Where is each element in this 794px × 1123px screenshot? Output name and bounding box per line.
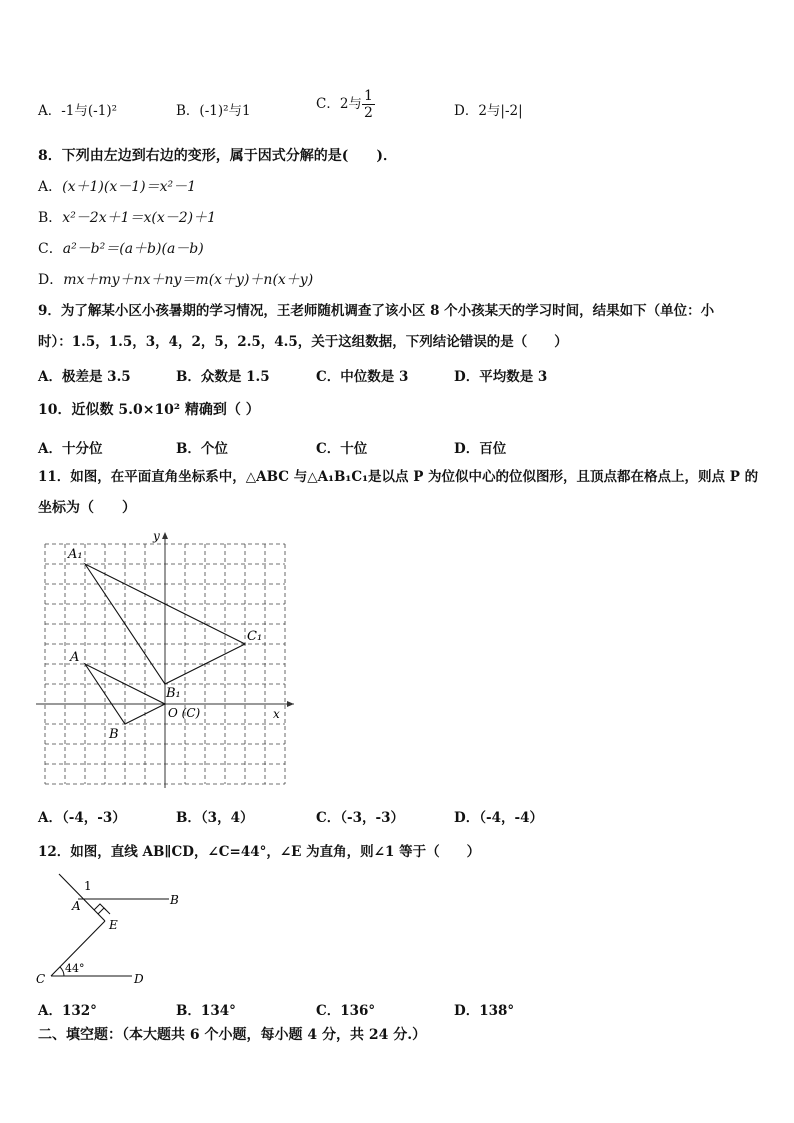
q11-coordinate-figure [36,526,306,790]
q10-option-d: D．百位 [454,441,507,457]
q12-parallel-lines-figure [34,866,194,990]
q9-option-a: A．极差是 3.5 [38,369,131,385]
label-b1: B₁ [166,686,181,701]
q8-option-b: B．x²－2x＋1＝x(x－2)＋1 [38,210,217,226]
q7-option-c: C．2与 $\frac{1}{2}$ [316,88,373,121]
angle-44-arc [60,967,64,976]
label-b: B [109,727,119,742]
right-angle-mark [98,908,110,914]
angle-1-mark [94,904,106,910]
label-a: A [72,899,81,913]
label-a: A [70,650,80,665]
q11-option-d: D．（-4，-4） [454,810,543,826]
q12-stem: 12．如图，直线 AB∥CD，∠C=44°，∠E 为直角，则∠1 等于（ ） [38,844,481,860]
q8-option-a: A．(x＋1)(x－1)＝x²－1 [38,179,196,195]
label-c1: C₁ [247,629,263,644]
label-d: D [134,972,144,986]
q12-option-c: C．136° [316,1003,376,1019]
q11-option-a: A．（-4，-3） [38,810,126,826]
q12-option-b: B．134° [176,1003,236,1019]
q10-option-c: C．十位 [316,441,368,457]
q11-stem-line2: 坐标为（ ） [38,500,136,516]
q9-option-d: D．平均数是 3 [454,369,548,385]
q9-stem-line2: 时）：1.5，1.5，3，4，2，5，2.5，4.5，关于这组数据，下列结论错误的是（ ） [38,334,568,350]
label-x: x [273,707,280,721]
q12-option-d: D．138° [454,1003,515,1019]
q11-option-c: C．（-3，-3） [316,810,404,826]
q10-stem: 10．近似数 5.0×10² 精确到（ ） [38,402,260,418]
q12-option-a: A．132° [38,1003,97,1019]
label-b: B [170,893,179,907]
q11-option-b: B．（3，4） [176,810,254,826]
label-c: C [36,972,46,986]
label-origin: O (C) [168,706,201,720]
fraction-one-half: $\frac{1}{2}$ [363,88,373,121]
q10-option-b: B．个位 [176,441,228,457]
q7-option-a: A．-1与(-1)² [38,103,117,119]
y-axis-arrow [162,532,168,539]
q9-option-b: B．众数是 1.5 [176,369,270,385]
q8-option-d: D．mx＋my＋nx＋ny＝m(x＋y)＋n(x＋y) [38,272,314,288]
label-e: E [109,918,118,932]
section-2-heading: 二、填空题：（本大题共 6 个小题，每小题 4 分，共 24 分.） [38,1027,427,1043]
q7-option-b: B．(-1)²与1 [176,103,251,119]
x-axis-arrow [287,701,294,707]
q8-stem: 8．下列由左边到右边的变形，属于因式分解的是( )． [38,148,397,164]
q10-option-a: A．十分位 [38,441,103,457]
q9-stem-line1: 9．为了解某小区小孩暑期的学习情况，王老师随机调查了该小区 8 个小孩某天的学习时间，结果如下（单位：小 [38,303,715,319]
q7-option-d: D．2与|-2| [454,103,523,119]
q11-stem-line1: 11．如图，在平面直角坐标系中，△ABC 与△A₁B₁C₁是以点 P 为位似中心的位似图形，且顶点都在格点上，则点 P 的 [38,469,759,485]
label-y: y [153,529,160,543]
label-44-degrees: 44° [65,962,85,975]
label-angle-1: 1 [84,879,92,893]
label-a1: A₁ [68,547,83,562]
q9-option-c: C．中位数是 3 [316,369,409,385]
q8-option-c: C．a²－b²＝(a＋b)(a－b) [38,241,204,257]
